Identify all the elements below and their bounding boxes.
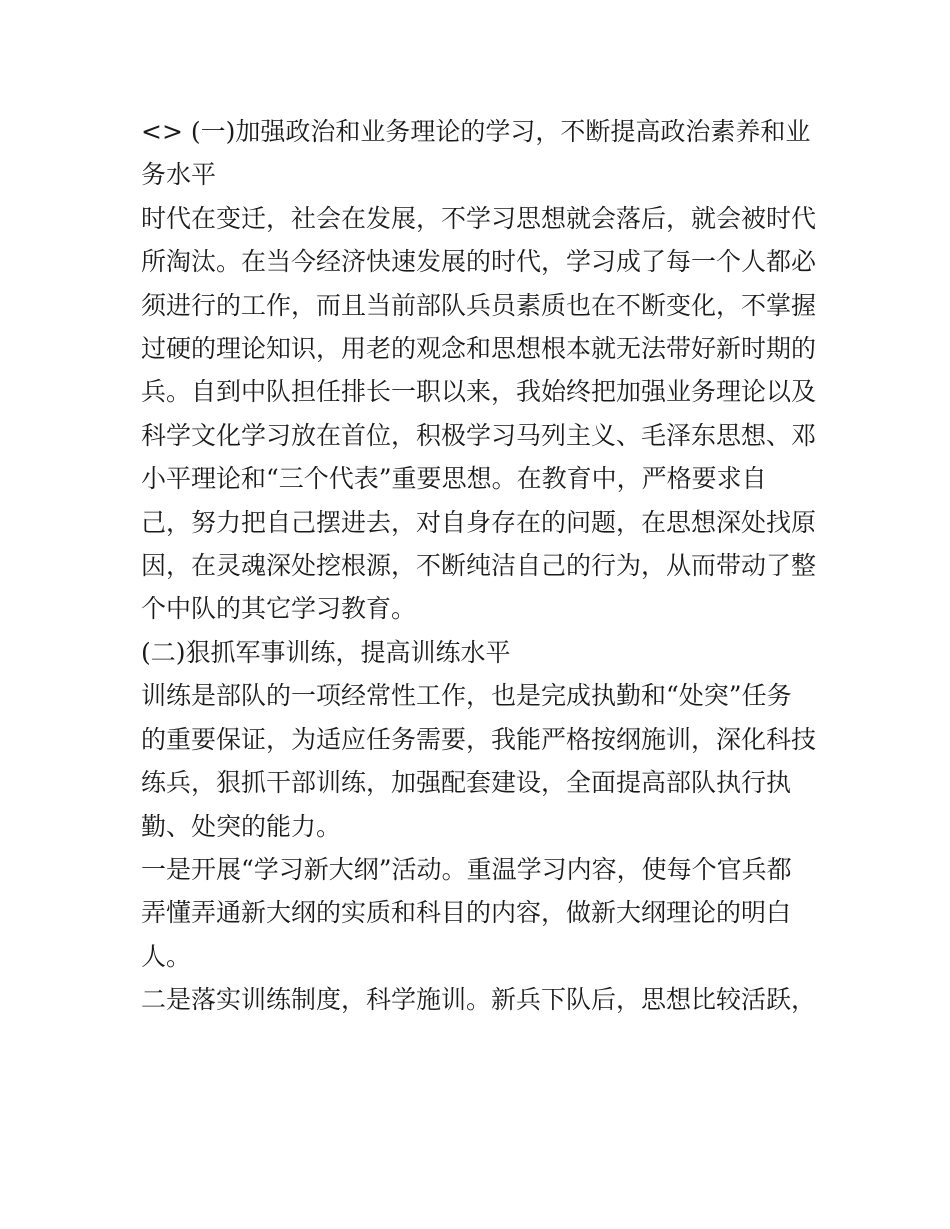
paragraph-training: 训练是部队的一项经常性工作，也是完成执勤和“处突”任务的重要保证，为适应任务需要，我能严格按纲施训，深化科技练兵，狠抓干部训练，加强配套建设，全面提高部队执行执勤、处突的能力。 xyxy=(141,681,817,841)
section-heading-1: <> (一)加强政治和业务理论的学习，不断提高政治素养和业务水平 xyxy=(141,117,811,190)
section-heading-2: (二)狠抓军事训练，提高训练水平 xyxy=(141,637,511,667)
paragraph-point-two: 二是落实训练制度，科学施训。新兵下队后，思想比较活跃， xyxy=(141,985,817,1015)
paragraph-point-one: 一是开展“学习新大纲”活动。重温学习内容，使每个官兵都弄懂弄通新大纲的实质和科目的内容，做新大纲理论的明白人。 xyxy=(141,854,792,971)
paragraph-study: 时代在变迁，社会在发展，不学习思想就会落后，就会被时代所淘汰。在当今经济快速发展的时代，学习成了每一个人都必须进行的工作，而且当前部队兵员素质也在不断变化，不掌握过硬的理论知识，用老的观念和思想根本就无法带好新时期的兵。自到中队担任排长一职以来，我始终把加强业务理论以及科学文化学习放在首位，积极学习马列主义、毛泽东思想、邓小平理论和“三个代表”重要思想。在教育中，严格要求自己，努力把自己摆进去，对自身存在的问题，在思想深处找原因，在灵魂深处挖根源，不断纯洁自己的行为，从而带动了整个中队的其它学习教育。 xyxy=(141,203,817,624)
document-body xyxy=(141,110,816,1022)
